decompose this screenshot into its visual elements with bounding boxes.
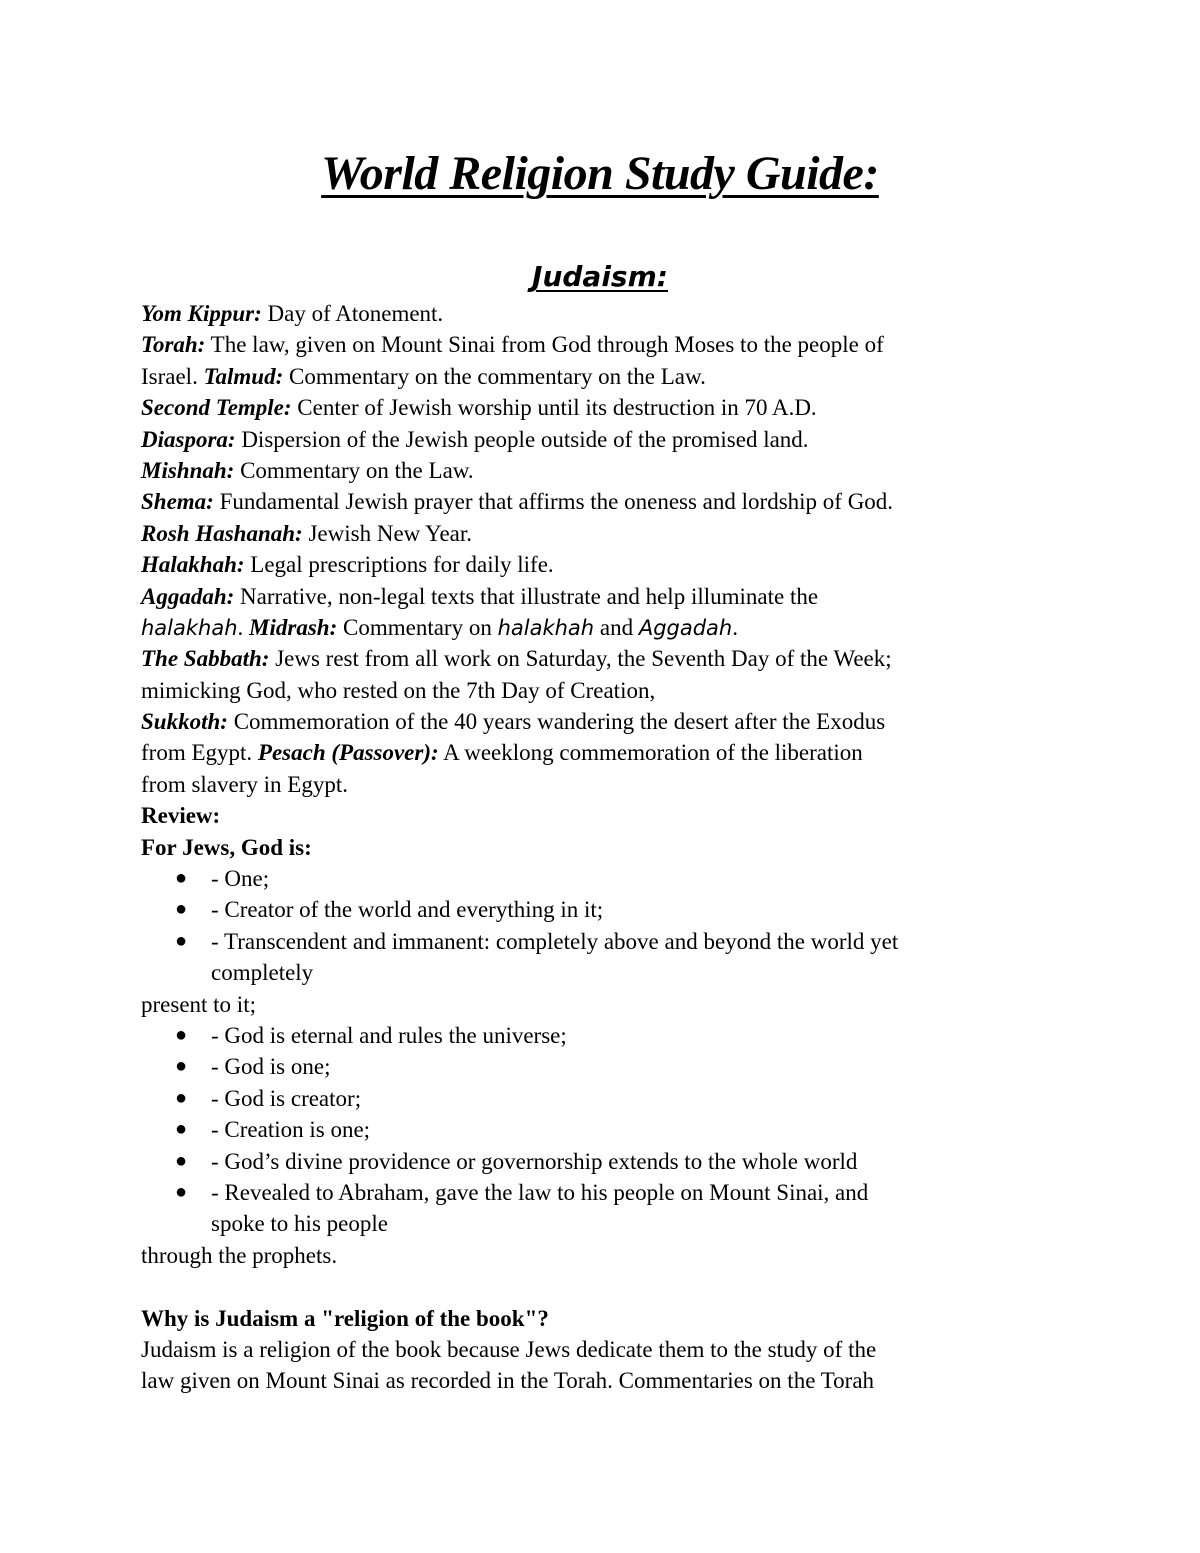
list-item: ● - Creation is one; — [141, 1114, 1061, 1145]
term-sabbath-cont: mimicking God, who rested on the 7th Day of Creation, — [141, 677, 656, 703]
list-item: ● - Revealed to Abraham, gave the law to his people on Mount Sinai, and — [141, 1177, 1061, 1208]
section-title-judaism: Judaism: — [532, 260, 668, 293]
document-body — [141, 298, 1061, 1397]
term-pesach-cont: from slavery in Egypt. — [141, 771, 348, 797]
list-item: ● - God’s divine providence or governorship extends to the whole world — [141, 1146, 1061, 1177]
list-item: ● - One; — [141, 863, 1061, 894]
term-sabbath: The Sabbath: Jews rest from all work on Saturday, the Seventh Day of the Week; — [141, 646, 892, 672]
list-trailing-text: present to it; — [141, 991, 256, 1017]
term-sukkoth: Sukkoth: Commemoration of the 40 years wandering the desert after the Exodus — [141, 709, 886, 735]
term-midrash: halakhah. Midrash: Commentary on halakhah and Aggadah. — [141, 614, 738, 640]
question-heading: Why is Judaism a "religion of the book"? — [141, 1305, 549, 1331]
bullet-icon: ● — [175, 867, 188, 890]
term-pesach: from Egypt. Pesach (Passover): A weeklong commemoration of the liberation — [141, 740, 863, 766]
answer-line: Judaism is a religion of the book because Jews dedicate them to the study of the — [141, 1336, 877, 1362]
term-halakhah: Halakhah: Legal prescriptions for daily life. — [141, 552, 554, 578]
term-mishnah: Mishnah: Commentary on the Law. — [141, 457, 474, 483]
list-item-cont: spoke to his people — [211, 1211, 388, 1237]
list-item: ● - Creator of the world and everything in it; — [141, 894, 1061, 925]
list-item: ● - God is one; — [141, 1051, 1061, 1082]
term-yom-kippur: Yom Kippur: Day of Atonement. — [141, 301, 444, 326]
bullet-icon: ● — [175, 1086, 188, 1109]
bullet-icon: ● — [175, 1118, 188, 1141]
list-trailing-text: through the prophets. — [141, 1242, 338, 1268]
answer-line: law given on Mount Sinai as recorded in the Torah. Commentaries on the Torah — [141, 1368, 875, 1394]
list-item: ● - God is creator; — [141, 1083, 1061, 1114]
spacer — [141, 1271, 1061, 1302]
term-shema: Shema: Fundamental Jewish prayer that affirms the oneness and lordship of God. — [141, 489, 894, 515]
review-heading: Review: — [141, 803, 221, 829]
bullet-icon: ● — [175, 1023, 188, 1046]
list-item: ● - Transcendent and immanent: completely above and beyond the world yet — [141, 926, 1061, 957]
bullet-icon: ● — [175, 929, 188, 952]
term-second-temple: Second Temple: Center of Jewish worship until its destruction in 70 A.D. — [141, 395, 817, 421]
term-diaspora: Diaspora: Dispersion of the Jewish people outside of the promised land. — [141, 426, 809, 452]
for-jews-heading: For Jews, God is: — [141, 834, 312, 860]
term-talmud: Israel. Talmud: Commentary on the commentary on the Law. — [141, 363, 706, 389]
term-torah: Torah: The law, given on Mount Sinai from God through Moses to the people of — [141, 332, 884, 358]
bullet-icon: ● — [175, 1055, 188, 1078]
term-rosh-hashanah: Rosh Hashanah: Jewish New Year. — [141, 520, 473, 546]
document-title: World Religion Study Guide: — [321, 147, 879, 200]
list-item-cont: completely — [211, 960, 314, 986]
list-item: ● - God is eternal and rules the universe; — [141, 1020, 1061, 1051]
bullet-icon: ● — [175, 898, 188, 921]
bullet-icon: ● — [175, 1149, 188, 1172]
bullet-icon: ● — [175, 1180, 188, 1203]
term-aggadah: Aggadah: Narrative, non-legal texts that illustrate and help illuminate the — [141, 583, 819, 609]
